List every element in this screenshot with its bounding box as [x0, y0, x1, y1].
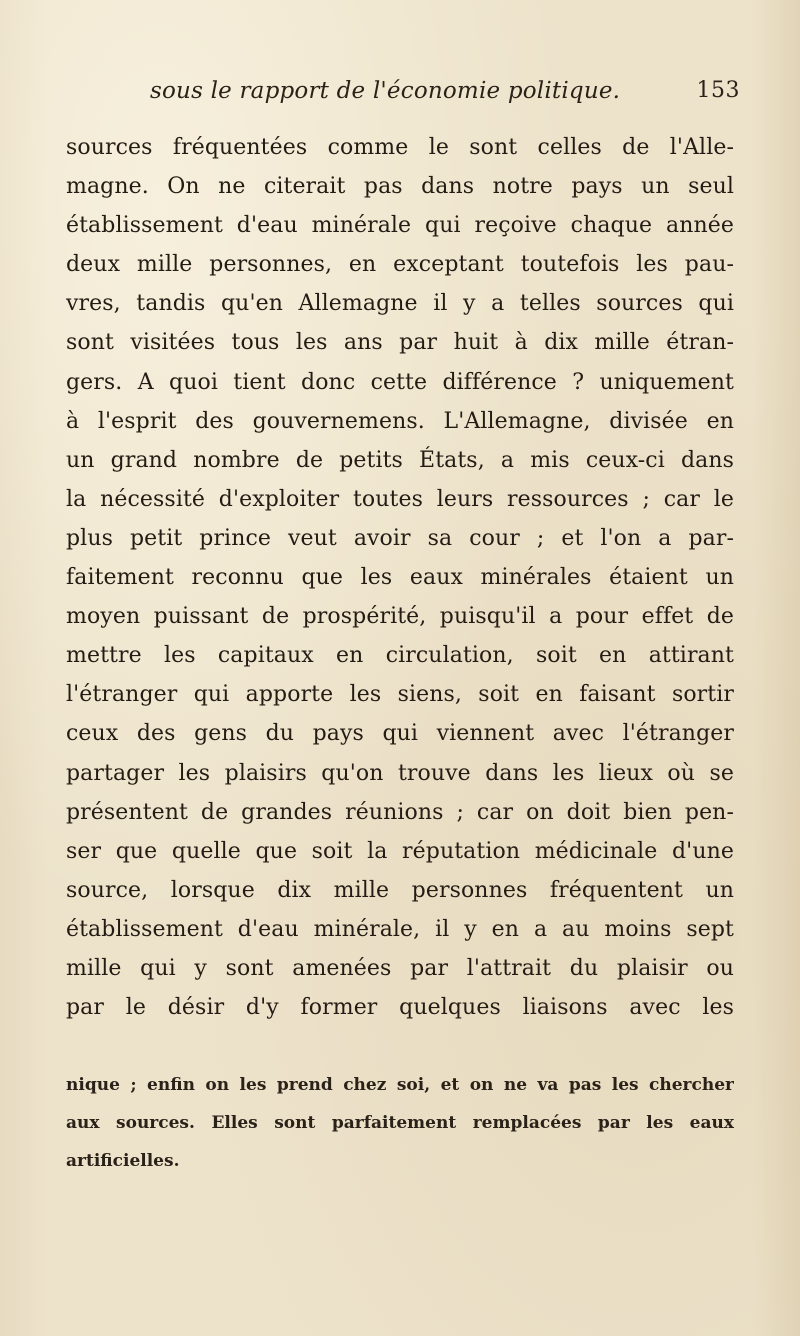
body-line: ceux des gens du pays qui viennent avec l'étranger: [66, 721, 734, 747]
body-line: à l'esprit des gouvernemens. L'Allemagne, divisée en: [66, 408, 734, 434]
body-line: l'étranger qui apporte les siens, soit en faisant sortir: [66, 682, 734, 708]
body-line: mille qui y sont amenées par l'attrait du plaisir ou: [66, 955, 734, 981]
body-line: ser que quelle que soit la réputation médicinale d'une: [66, 838, 734, 864]
body-line: la nécessité d'exploiter toutes leurs ressources ; car le: [66, 486, 734, 512]
body-line: sont visitées tous les ans par huit à dix mille étran-: [66, 330, 734, 356]
body-line: mettre les capitaux en circulation, soit en attirant: [66, 643, 734, 669]
body-line: magne. On ne citerait pas dans notre pays un seul: [66, 174, 734, 200]
body-line: partager les plaisirs qu'on trouve dans les lieux où se: [66, 760, 734, 786]
body-line: faitement reconnu que les eaux minérales étaient un: [66, 565, 734, 591]
footnote-line: aux sources. Elles sont parfaitement remplacées par les eaux: [66, 1113, 734, 1133]
running-head-title: sous le rapport de l'économie politique.: [150, 78, 621, 104]
body-line: par le désir d'y former quelques liaisons avec les: [66, 995, 734, 1021]
body-line: établissement d'eau minérale, il y en a au moins sept: [66, 916, 734, 942]
body-line: sources fréquentées comme le sont celles de l'Alle-: [66, 135, 734, 160]
body-line: établissement d'eau minérale qui reçoive chaque année: [66, 213, 734, 239]
page-number: 153: [696, 78, 740, 103]
body-line: moyen puissant de prospérité, puisqu'il a pour effet de: [66, 604, 734, 630]
footnote: [66, 1066, 734, 1180]
body-line: présentent de grandes réunions ; car on doit bien pen-: [66, 799, 734, 825]
body-line: vres, tandis qu'en Allemagne il y a telles sources qui: [66, 291, 734, 317]
footnote-line: artificielles.: [66, 1151, 180, 1171]
running-head: [150, 78, 740, 112]
body-text: [66, 128, 734, 1027]
body-line: plus petit prince veut avoir sa cour ; et l'on a par-: [66, 525, 734, 551]
body-line: gers. A quoi tient donc cette différence ? uniquement: [66, 369, 734, 395]
body-line: un grand nombre de petits États, a mis ceux-ci dans: [66, 447, 734, 473]
body-line: deux mille personnes, en exceptant toutefois les pau-: [66, 252, 734, 278]
footnote-line: nique ; enfin on les prend chez soi, et on ne va pas les chercher: [66, 1075, 734, 1095]
body-line: source, lorsque dix mille personnes fréquentent un: [66, 877, 734, 903]
